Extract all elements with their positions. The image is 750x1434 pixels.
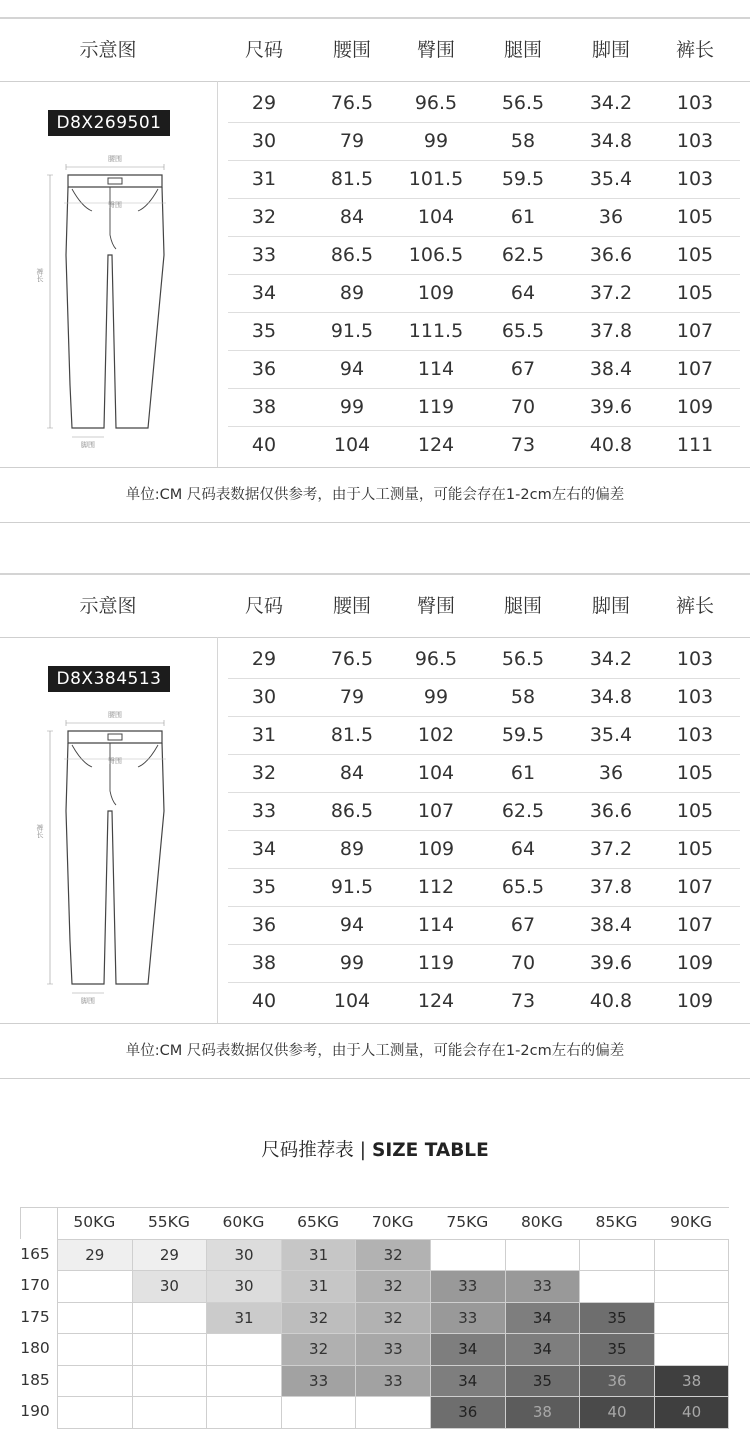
table-cell: 29 (251, 92, 277, 114)
header-cell: 尺码 (244, 595, 283, 617)
table-row (218, 678, 750, 716)
table-cell: 36.6 (589, 800, 633, 822)
table-row (218, 312, 750, 350)
table-cell: 101.5 (408, 168, 464, 190)
height-header: 190 (20, 1402, 50, 1420)
table-row (218, 944, 750, 982)
table-cell: 40 (251, 990, 277, 1012)
table-cell: 79 (339, 686, 365, 708)
weight-header: 80KG (520, 1213, 563, 1231)
grid-line-vertical (579, 1239, 580, 1428)
header-cell: 裤长 (675, 39, 714, 61)
table-cell: 37.2 (589, 282, 633, 304)
grid-line-horizontal (57, 1428, 729, 1429)
size-cell (58, 1271, 132, 1302)
table-cell: 32 (251, 762, 277, 784)
footnote-bottom-divider (0, 522, 750, 523)
table-cell: 109 (676, 990, 714, 1012)
size-cell: 34 (506, 1303, 580, 1334)
grid-line-vertical (20, 1207, 21, 1239)
table-cell: 59.5 (501, 724, 545, 746)
table-cell: 111 (676, 434, 714, 456)
table-cell: 73 (510, 990, 536, 1012)
table-cell: 103 (676, 686, 714, 708)
table-cell: 107 (676, 914, 714, 936)
table-cell: 36 (251, 358, 277, 380)
table-row (218, 426, 750, 464)
table-row (218, 830, 750, 868)
table-cell: 29 (251, 648, 277, 670)
size-cell: 31 (282, 1240, 356, 1271)
grid-line-horizontal (57, 1302, 729, 1303)
weight-header: 90KG (670, 1213, 713, 1231)
header-cell: 腿围 (503, 595, 542, 617)
diagram-label: 脚围 (81, 997, 95, 1005)
size-table-section (0, 573, 750, 1083)
table-cell: 64 (510, 282, 536, 304)
table-cell: 36.6 (589, 244, 633, 266)
size-cell: 35 (506, 1366, 580, 1397)
size-cell (282, 1397, 356, 1428)
size-cell: 34 (506, 1334, 580, 1365)
table-cell: 62.5 (501, 800, 545, 822)
table-cell: 38.4 (589, 358, 633, 380)
header-cell: 臀围 (416, 595, 455, 617)
table-cell: 81.5 (330, 168, 374, 190)
size-cell: 34 (431, 1334, 505, 1365)
header-divider (0, 637, 750, 638)
table-cell: 109 (676, 952, 714, 974)
table-cell: 114 (417, 914, 455, 936)
diagram-label: 腰围 (108, 155, 122, 163)
table-cell: 103 (676, 168, 714, 190)
size-cell (58, 1397, 132, 1428)
size-cell (356, 1397, 430, 1428)
size-recommendation-title (0, 1136, 750, 1166)
table-cell: 61 (510, 762, 536, 784)
grid-line-horizontal (57, 1365, 729, 1366)
size-cell (58, 1366, 132, 1397)
header-cell: 脚围 (591, 39, 630, 61)
weight-header: 60KG (222, 1213, 265, 1231)
table-cell: 107 (417, 800, 455, 822)
table-cell: 38.4 (589, 914, 633, 936)
pants-outline-icon (20, 701, 200, 1011)
header-cell: 脚围 (591, 595, 630, 617)
table-cell: 105 (676, 800, 714, 822)
table-cell: 81.5 (330, 724, 374, 746)
size-cell: 29 (133, 1240, 207, 1271)
weight-header: 70KG (371, 1213, 414, 1231)
size-cell (207, 1334, 281, 1365)
size-cell: 38 (655, 1366, 729, 1397)
table-cell: 89 (339, 282, 365, 304)
table-cell: 62.5 (501, 244, 545, 266)
size-cell (431, 1240, 505, 1271)
diagram-label: 脚围 (81, 441, 95, 449)
size-cell (655, 1240, 729, 1271)
table-cell: 36 (598, 762, 624, 784)
title-separator: | (359, 1140, 366, 1161)
grid-line-vertical (132, 1239, 133, 1428)
table-cell: 38 (251, 952, 277, 974)
table-cell: 104 (333, 434, 371, 456)
table-cell: 70 (510, 396, 536, 418)
size-cell: 33 (282, 1366, 356, 1397)
grid-line-horizontal (57, 1396, 729, 1397)
height-header: 180 (20, 1339, 50, 1357)
table-cell: 107 (676, 358, 714, 380)
table-cell: 40.8 (589, 434, 633, 456)
diagram-label: 腰围 (108, 711, 122, 719)
table-cell: 89 (339, 838, 365, 860)
table-cell: 99 (339, 396, 365, 418)
table-cell: 103 (676, 92, 714, 114)
header-cell: 裤长 (675, 595, 714, 617)
size-cell: 32 (356, 1240, 430, 1271)
table-cell: 70 (510, 952, 536, 974)
table-cell: 84 (339, 762, 365, 784)
table-cell: 107 (676, 876, 714, 898)
table-cell: 76.5 (330, 92, 374, 114)
table-cell: 58 (510, 686, 536, 708)
table-cell: 38 (251, 396, 277, 418)
table-cell: 102 (417, 724, 455, 746)
table-cell: 34 (251, 282, 277, 304)
table-header-row (0, 575, 750, 637)
model-number-label: D8X269501 (48, 110, 170, 136)
header-divider (0, 81, 750, 82)
table-cell: 40.8 (589, 990, 633, 1012)
table-row (218, 792, 750, 830)
table-cell: 65.5 (501, 876, 545, 898)
grid-line-vertical (430, 1239, 431, 1428)
size-recommendation-grid (20, 1207, 729, 1430)
table-row (218, 350, 750, 388)
size-cell: 33 (356, 1334, 430, 1365)
size-cell (133, 1303, 207, 1334)
footnote-bottom-divider (0, 1078, 750, 1079)
table-cell: 105 (676, 762, 714, 784)
table-cell: 112 (417, 876, 455, 898)
table-cell: 105 (676, 282, 714, 304)
table-cell: 32 (251, 206, 277, 228)
table-cell: 91.5 (330, 876, 374, 898)
table-cell: 109 (417, 282, 455, 304)
size-cell (655, 1271, 729, 1302)
diagram-label: 臀围 (108, 201, 122, 209)
table-row (218, 868, 750, 906)
table-cell: 119 (417, 396, 455, 418)
size-cell: 32 (282, 1334, 356, 1365)
table-cell: 34.2 (589, 648, 633, 670)
table-cell: 35.4 (589, 168, 633, 190)
table-cell: 30 (251, 686, 277, 708)
table-cell: 94 (339, 358, 365, 380)
table-cell: 64 (510, 838, 536, 860)
header-cell: 示意图 (79, 595, 137, 617)
size-cell: 33 (431, 1303, 505, 1334)
size-cell: 32 (356, 1271, 430, 1302)
table-row (218, 640, 750, 678)
size-cell: 33 (356, 1366, 430, 1397)
grid-line-horizontal (57, 1333, 729, 1334)
height-header: 185 (20, 1370, 50, 1389)
table-cell: 33 (251, 800, 277, 822)
size-cell (580, 1240, 654, 1271)
table-cell: 30 (251, 130, 277, 152)
table-cell: 99 (339, 952, 365, 974)
table-cell: 36 (598, 206, 624, 228)
table-cell: 103 (676, 130, 714, 152)
table-cell: 34.8 (589, 130, 633, 152)
size-cell: 29 (58, 1240, 132, 1271)
table-row (218, 388, 750, 426)
table-row (218, 754, 750, 792)
table-cell: 31 (251, 724, 277, 746)
header-cell: 腿围 (503, 39, 542, 61)
size-cell: 32 (356, 1303, 430, 1334)
diagram-label: 裤长 (36, 824, 44, 838)
table-cell: 37.2 (589, 838, 633, 860)
size-cell: 38 (506, 1397, 580, 1428)
table-row (218, 236, 750, 274)
table-cell: 34.2 (589, 92, 633, 114)
size-cell (655, 1334, 729, 1365)
table-cell: 36 (251, 914, 277, 936)
table-cell: 59.5 (501, 168, 545, 190)
table-cell: 35 (251, 320, 277, 342)
table-row (218, 122, 750, 160)
grid-line-vertical (355, 1239, 356, 1428)
table-cell: 56.5 (501, 648, 545, 670)
table-cell: 114 (417, 358, 455, 380)
size-cell (58, 1334, 132, 1365)
model-number-label: D8X384513 (48, 666, 170, 692)
table-cell: 119 (417, 952, 455, 974)
header-cell: 腰围 (332, 39, 371, 61)
table-cell: 73 (510, 434, 536, 456)
size-cell: 36 (431, 1397, 505, 1428)
table-cell: 37.8 (589, 876, 633, 898)
table-cell: 96.5 (414, 648, 458, 670)
weight-header: 50KG (73, 1213, 116, 1231)
size-cell (655, 1303, 729, 1334)
table-cell: 96.5 (414, 92, 458, 114)
table-cell: 61 (510, 206, 536, 228)
table-cell: 107 (676, 320, 714, 342)
table-footnote: 单位:CM 尺码表数据仅供参考，由于人工测量，可能会存在1-2cm左右的偏差 (125, 487, 625, 503)
size-table-section (0, 17, 750, 527)
size-cell: 30 (207, 1240, 281, 1271)
size-cell (580, 1271, 654, 1302)
height-header: 165 (20, 1244, 50, 1263)
grid-line-vertical (57, 1207, 58, 1239)
size-cell: 35 (580, 1303, 654, 1334)
size-cell: 40 (655, 1397, 729, 1428)
table-cell: 35 (251, 876, 277, 898)
table-cell: 34 (251, 838, 277, 860)
size-cell: 33 (506, 1271, 580, 1302)
pants-diagram (20, 145, 200, 485)
table-cell: 58 (510, 130, 536, 152)
pants-diagram (20, 701, 200, 1041)
table-cell: 124 (417, 990, 455, 1012)
table-cell: 39.6 (589, 396, 633, 418)
size-cell: 30 (207, 1271, 281, 1302)
size-cell (207, 1397, 281, 1428)
height-header: 175 (20, 1307, 50, 1326)
header-cell: 示意图 (79, 39, 137, 61)
table-row (218, 716, 750, 754)
table-cell: 91.5 (330, 320, 374, 342)
header-cell: 臀围 (416, 39, 455, 61)
grid-line-vertical (728, 1239, 729, 1428)
table-cell: 67 (510, 358, 536, 380)
weight-header: 55KG (147, 1213, 190, 1231)
table-cell: 79 (339, 130, 365, 152)
table-cell: 104 (417, 206, 455, 228)
size-cell: 34 (431, 1366, 505, 1397)
table-cell: 105 (676, 244, 714, 266)
table-cell: 35.4 (589, 724, 633, 746)
table-cell: 86.5 (330, 800, 374, 822)
pants-outline-icon (20, 145, 200, 455)
table-row (218, 274, 750, 312)
size-cell: 30 (133, 1271, 207, 1302)
size-cell: 35 (580, 1334, 654, 1365)
size-cell: 31 (207, 1303, 281, 1334)
table-row (218, 982, 750, 1020)
table-cell: 106.5 (408, 244, 464, 266)
grid-line-vertical (281, 1239, 282, 1428)
size-cell: 31 (282, 1271, 356, 1302)
size-cell: 40 (580, 1397, 654, 1428)
table-row (218, 906, 750, 944)
grid-line-horizontal (20, 1207, 729, 1208)
weight-header: 75KG (446, 1213, 489, 1231)
title-en: SIZE TABLE (372, 1140, 489, 1161)
table-cell: 56.5 (501, 92, 545, 114)
table-cell: 94 (339, 914, 365, 936)
weight-header: 85KG (595, 1213, 638, 1231)
table-cell: 40 (251, 434, 277, 456)
grid-line-horizontal (57, 1270, 729, 1271)
size-cell: 36 (580, 1366, 654, 1397)
table-cell: 67 (510, 914, 536, 936)
table-row (218, 84, 750, 122)
table-cell: 99 (423, 686, 449, 708)
table-cell: 109 (676, 396, 714, 418)
table-cell: 103 (676, 724, 714, 746)
grid-line-vertical (57, 1239, 58, 1428)
table-cell: 124 (417, 434, 455, 456)
table-cell: 33 (251, 244, 277, 266)
header-cell: 腰围 (332, 595, 371, 617)
grid-line-vertical (654, 1239, 655, 1428)
table-footnote: 单位:CM 尺码表数据仅供参考，由于人工测量，可能会存在1-2cm左右的偏差 (125, 1043, 625, 1059)
table-cell: 37.8 (589, 320, 633, 342)
size-cell (58, 1303, 132, 1334)
table-cell: 111.5 (408, 320, 464, 342)
table-cell: 86.5 (330, 244, 374, 266)
size-cell (133, 1397, 207, 1428)
diagram-label: 臀围 (108, 757, 122, 765)
header-cell: 尺码 (244, 39, 283, 61)
table-row (218, 160, 750, 198)
grid-line-horizontal (57, 1239, 729, 1240)
diagram-label: 裤长 (36, 268, 44, 282)
table-cell: 65.5 (501, 320, 545, 342)
table-cell: 84 (339, 206, 365, 228)
size-cell: 33 (431, 1271, 505, 1302)
size-cell (133, 1334, 207, 1365)
size-cell: 32 (282, 1303, 356, 1334)
grid-line-vertical (206, 1239, 207, 1428)
table-cell: 105 (676, 206, 714, 228)
table-cell: 99 (423, 130, 449, 152)
table-header-row (0, 19, 750, 81)
table-cell: 31 (251, 168, 277, 190)
table-cell: 104 (417, 762, 455, 784)
size-cell (506, 1240, 580, 1271)
table-cell: 104 (333, 990, 371, 1012)
table-cell: 34.8 (589, 686, 633, 708)
height-header: 170 (20, 1276, 50, 1294)
table-cell: 76.5 (330, 648, 374, 670)
title-cn: 尺码推荐表 (261, 1140, 354, 1161)
table-cell: 103 (676, 648, 714, 670)
size-cell (133, 1366, 207, 1397)
grid-line-vertical (505, 1239, 506, 1428)
table-cell: 109 (417, 838, 455, 860)
table-cell: 105 (676, 838, 714, 860)
size-cell (207, 1366, 281, 1397)
table-row (218, 198, 750, 236)
table-cell: 39.6 (589, 952, 633, 974)
weight-header: 65KG (297, 1213, 340, 1231)
